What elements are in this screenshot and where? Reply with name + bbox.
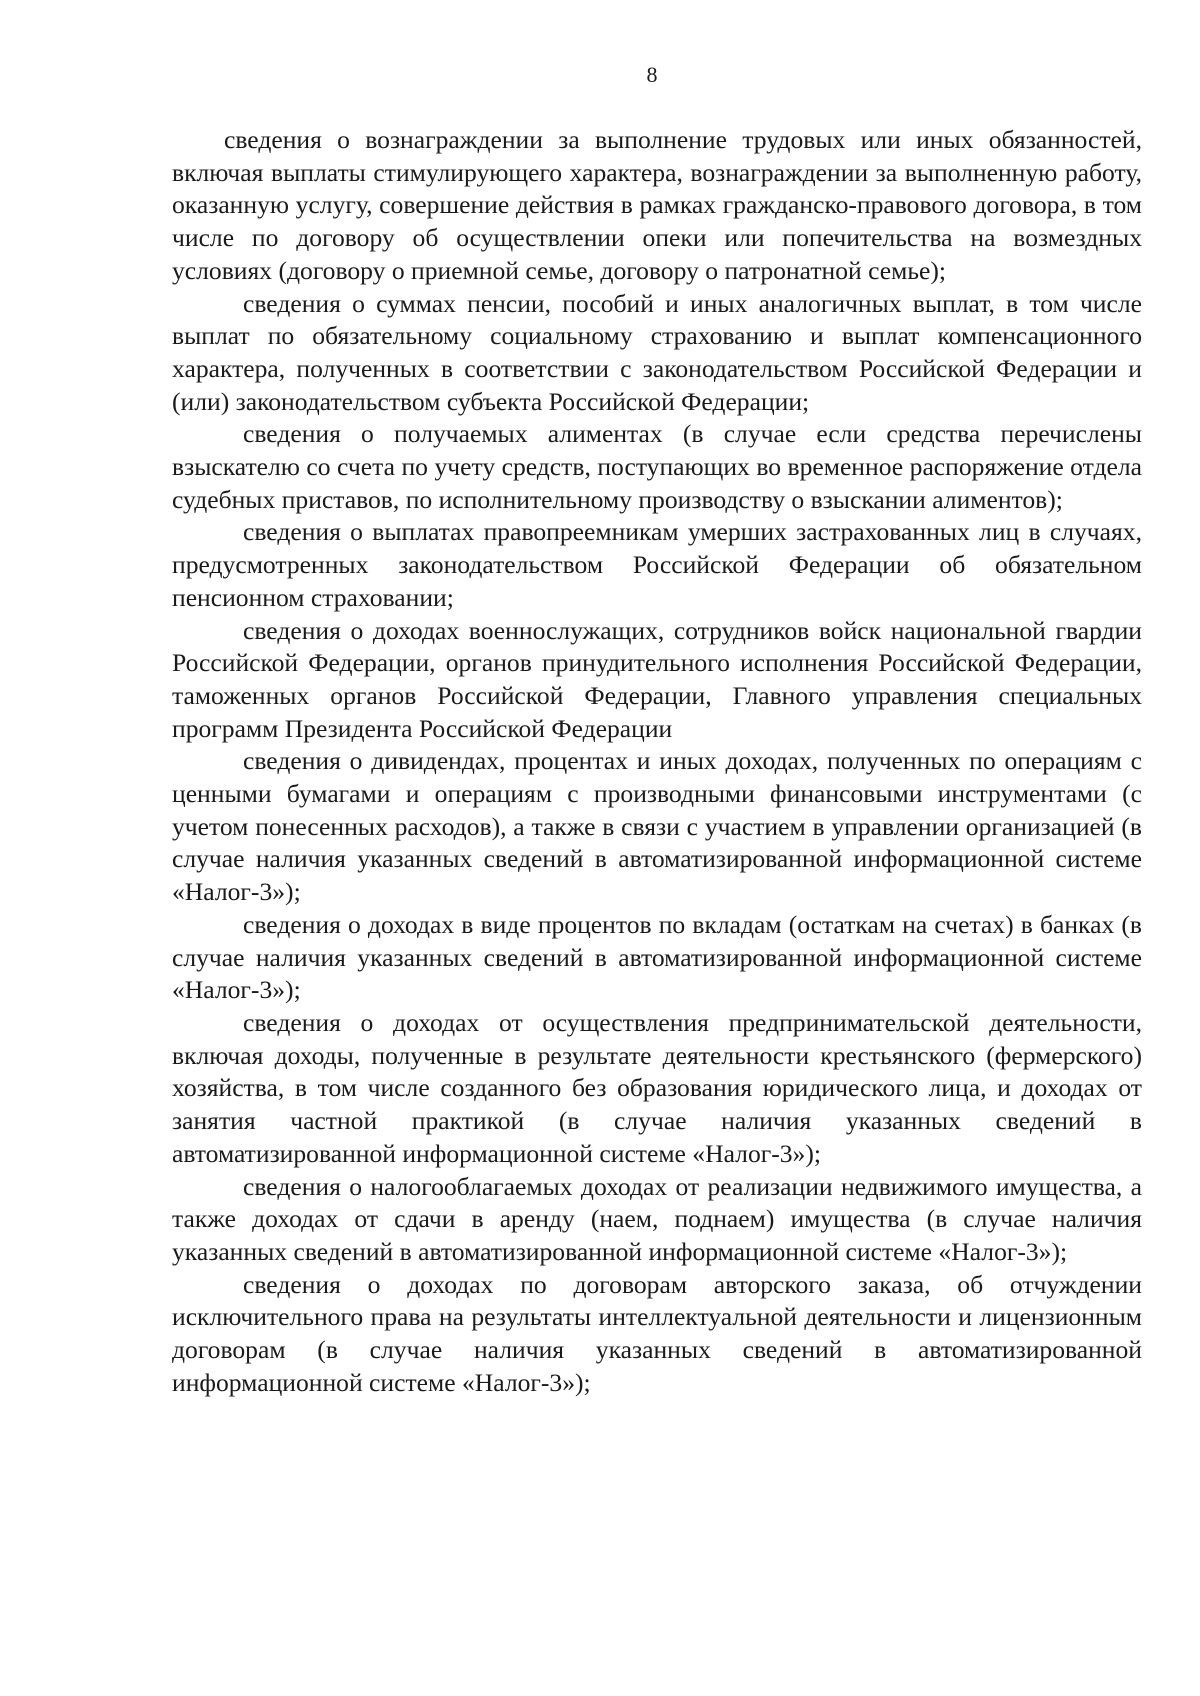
paragraph: сведения о вознаграждении за выполнение трудовых или иных обязанностей, включая выплаты стимулирующего характера, вознаграждении за выполненную работу, оказанную услугу, совершение действия в рамках гражданско-правового договора, в том числе по договору об осуществлении опеки или попечительства на возмездных условиях (договору о приемной семье, договору о патронатной семье); xyxy=(172,125,1142,285)
paragraph: сведения о доходах от осуществления предпринимательской деятельности, включая доходы, полученные в результате деятельности крестьянского (фермерского) хозяйства, в том числе созданного без образования юридического лица, и доходах от занятия частной практикой (в случае наличия указанных сведений в автоматизированной информационной системе «Налог-3»); xyxy=(172,1007,1142,1168)
paragraph: сведения о доходах военнослужащих, сотрудников войск национальной гвардии Российской Федерации, органов принудительного исполнения Российской Федерации, таможенных органов Российской Федерации, Главного управления специальных программ Президента Российской Федерации xyxy=(172,615,1142,743)
paragraph: сведения о дивидендах, процентах и иных доходах, полученных по операциям с ценными бумагами и операциям с производными финансовыми инструментами (с учетом понесенных расходов), а также в связи с участием в управлении организацией (в случае наличия указанных сведений в автоматизированной информационной системе «Налог-3»); xyxy=(172,746,1142,907)
paragraph: сведения о получаемых алиментах (в случае если средства перечислены взыскателю со счета по учету средств, поступающих во временное распоряжение отдела судебных приставов, по исполнительному производству о взыскании алиментов); xyxy=(172,419,1142,514)
paragraph: сведения о выплатах правопреемникам умерших застрахованных лиц в случаях, предусмотренных законодательством Российской Федерации об обязательном пенсионном страховании; xyxy=(172,517,1142,612)
paragraph: сведения о доходах в виде процентов по вкладам (остаткам на счетах) в банках (в случае наличия указанных сведений в автоматизированной информационной системе «Налог-3»); xyxy=(172,909,1142,1005)
paragraph: сведения о налогооблагаемых доходах от реализации недвижимого имущества, а также доходах от сдачи в аренду (наем, поднаем) имущества (в случае наличия указанных сведений в автоматизированной информационной системе «Налог-3»); xyxy=(172,1171,1142,1266)
document-body xyxy=(172,124,1142,1399)
paragraph: сведения о доходах по договорам авторского заказа, об отчуждении исключительного права на результаты интеллектуальной деятельности и лицензионным договорам (в случае наличия указанных сведений в автоматизированной информационной системе «Налог-3»); xyxy=(172,1269,1142,1397)
page-number: 8 xyxy=(646,62,658,87)
paragraph: сведения о суммах пенсии, пособий и иных аналогичных выплат, в том числе выплат по обязательному социальному страхованию и выплат компенсационного характера, полученных в соответствии с законодательством Российской Федерации и (или) законодательством субъекта Российской Федерации; xyxy=(172,288,1142,416)
